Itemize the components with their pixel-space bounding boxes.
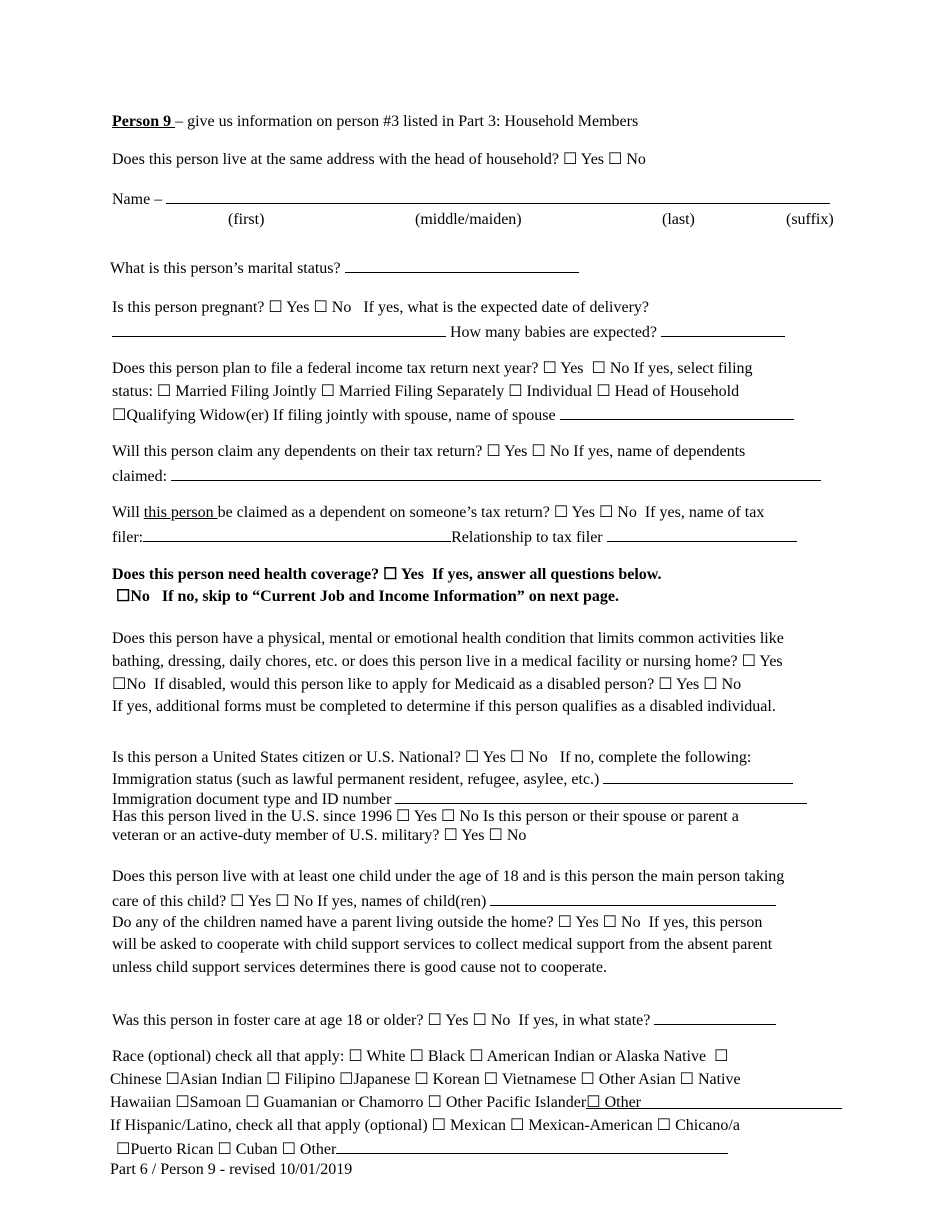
same-address-row <box>112 150 646 170</box>
hispanic-mexican-checkbox[interactable]: ☐ Mexican <box>431 1117 506 1134</box>
dependents-no-checkbox[interactable]: ☐ No <box>531 443 570 460</box>
dependents-followup: If yes, name of dependents <box>573 443 746 460</box>
medicaid-yes-checkbox[interactable]: ☐ Yes <box>658 676 700 693</box>
race-hawaiian-label: Hawaiian <box>110 1094 172 1111</box>
citizen-question: Is this person a United States citizen or U.S. National? <box>112 749 461 766</box>
filing-widow-row <box>112 404 794 426</box>
disability-no-checkbox[interactable]: ☐No <box>112 676 146 693</box>
claimed-dependent-row <box>112 503 764 523</box>
child-parent-note: If yes, this person <box>648 914 763 931</box>
babies-question: How many babies are expected? <box>450 324 658 341</box>
race-asian-indian-checkbox[interactable]: ☐Asian Indian <box>165 1071 263 1088</box>
hispanic-chicano-checkbox[interactable]: ☐ Chicano/a <box>656 1117 740 1134</box>
person-title: Person 9 <box>112 113 176 130</box>
filing-separate-checkbox[interactable]: ☐ Married Filing Separately <box>320 383 505 400</box>
disability-line-1: Does this person have a physical, mental or emotional health condition that limits common activities like <box>112 630 784 647</box>
same-address-question: Does this person live at the same address with the head of household? <box>112 151 559 168</box>
hispanic-row-2 <box>116 1138 728 1160</box>
coverage-yes-checkbox[interactable]: ☐ Yes <box>383 566 424 583</box>
tax-filer-row <box>112 526 797 548</box>
child-names-label: If yes, names of child(ren) <box>317 893 487 910</box>
child-line-1: Does this person live with at least one child under the age of 18 and is this person the main person taking <box>112 868 785 885</box>
race-japanese-checkbox[interactable]: ☐Japanese <box>339 1071 411 1088</box>
veteran-no-checkbox[interactable]: ☐ No <box>488 827 527 844</box>
dependents-claimed-input[interactable] <box>171 465 821 481</box>
foster-row <box>112 1009 776 1031</box>
hispanic-row-1 <box>110 1116 740 1136</box>
hispanic-mexican-american-checkbox[interactable]: ☐ Mexican-American <box>510 1117 653 1134</box>
page-footer: Part 6 / Person 9 - revised 10/01/2019 <box>110 1161 353 1178</box>
child-parent-question: Do any of the children named have a parent living outside the home? <box>112 914 554 931</box>
race-other-checkbox[interactable]: ☐ Other <box>586 1094 642 1111</box>
race-black-checkbox[interactable]: ☐ Black <box>409 1048 466 1065</box>
veteran-question-2: veteran or an active-duty member of U.S. military? <box>112 827 440 844</box>
race-samoan-checkbox[interactable]: ☐Samoan <box>175 1094 242 1111</box>
foster-no-checkbox[interactable]: ☐ No <box>472 1012 511 1029</box>
child-parent-yes-checkbox[interactable]: ☐ Yes <box>557 914 599 931</box>
child-parent-row <box>112 913 762 933</box>
race-native-checkbox[interactable]: ☐ Native <box>679 1071 741 1088</box>
name-row <box>112 188 830 210</box>
foster-question: Was this person in foster care at age 18 or older? <box>112 1012 424 1029</box>
race-label: Race (optional) check all that apply: <box>112 1048 345 1065</box>
tax-file-row <box>112 359 753 379</box>
name-last-caption: (last) <box>662 211 695 228</box>
claimed-no-checkbox[interactable]: ☐ No <box>598 504 637 521</box>
race-filipino-checkbox[interactable]: ☐ Filipino <box>266 1071 336 1088</box>
race-white-checkbox[interactable]: ☐ White <box>348 1048 406 1065</box>
dependents-claimed-label: claimed: <box>112 468 168 485</box>
filing-joint-checkbox[interactable]: ☐ Married Filing Jointly <box>156 383 317 400</box>
veteran-question: Is this person or their spouse or parent a <box>482 808 739 825</box>
race-chinese-label: Chinese <box>110 1071 162 1088</box>
coverage-row <box>112 565 661 585</box>
marital-input[interactable] <box>345 257 579 273</box>
hispanic-other-input[interactable] <box>336 1138 728 1154</box>
pregnant-yes-checkbox[interactable]: ☐ Yes <box>268 299 310 316</box>
hispanic-other-checkbox[interactable]: ☐ Other <box>281 1141 337 1158</box>
since-1996-yes-checkbox[interactable]: ☐ Yes <box>395 808 437 825</box>
citizen-no-checkbox[interactable]: ☐ No <box>509 749 548 766</box>
race-guamanian-checkbox[interactable]: ☐ Guamanian or Chamorro <box>245 1094 424 1111</box>
person-intro: – give us information on person #3 listed in Part 3: Household Members <box>175 113 639 130</box>
race-row-1 <box>112 1047 728 1067</box>
citizen-yes-checkbox[interactable]: ☐ Yes <box>464 749 506 766</box>
coverage-no-note: If no, skip to “Current Job and Income Information” on next page. <box>161 588 619 605</box>
document-input[interactable] <box>395 788 807 804</box>
disability-yes-checkbox[interactable]: ☐ Yes <box>741 653 783 670</box>
race-other-input[interactable] <box>586 1093 842 1109</box>
claimed-yes-checkbox[interactable]: ☐ Yes <box>553 504 595 521</box>
race-pacific-checkbox[interactable]: ☐ Other Pacific Islander <box>427 1094 587 1111</box>
disability-line-2: bathing, dressing, daily chores, etc. or does this person live in a medical facility or nursing home? <box>112 653 738 670</box>
claimed-q-start: Will <box>112 504 144 521</box>
name-label: Name – <box>112 191 163 208</box>
pregnant-row <box>112 298 649 318</box>
race-row-2 <box>110 1070 741 1090</box>
delivery-date-input[interactable] <box>112 321 446 337</box>
tax-file-question: Does this person plan to file a federal income tax return next year? <box>112 360 539 377</box>
claimed-q-end: be claimed as a dependent on someone’s tax return? <box>217 504 550 521</box>
marital-row <box>110 257 579 279</box>
coverage-question: Does this person need health coverage? <box>112 566 380 583</box>
race-korean-checkbox[interactable]: ☐ Korean <box>414 1071 480 1088</box>
claimed-q-underlined: this person <box>143 504 218 521</box>
dependents-question: Will this person claim any dependents on their tax return? <box>112 443 483 460</box>
same-address-yes-checkbox[interactable]: ☐ Yes <box>563 151 605 168</box>
veteran-row <box>112 826 526 846</box>
veteran-yes-checkbox[interactable]: ☐ Yes <box>443 827 485 844</box>
coverage-yes-note: If yes, answer all questions below. <box>431 566 662 583</box>
disability-followup: If disabled, would this person like to apply for Medicaid as a disabled person? <box>153 676 655 693</box>
child-line-4: will be asked to cooperate with child support services to collect medical support from the absent parent <box>112 936 773 953</box>
hispanic-label: If Hispanic/Latino, check all that apply (optional) <box>110 1117 428 1134</box>
foster-state-input[interactable] <box>654 1009 776 1025</box>
hispanic-puerto-rican-checkbox[interactable]: ☐Puerto Rican <box>116 1141 214 1158</box>
name-input[interactable] <box>166 188 830 204</box>
hispanic-cuban-checkbox[interactable]: ☐ Cuban <box>217 1141 278 1158</box>
document-label: Immigration document type and ID number <box>112 791 392 808</box>
child-parent-no-checkbox[interactable]: ☐ No <box>602 914 641 931</box>
filing-status-row <box>112 382 739 402</box>
relationship-input[interactable] <box>607 526 797 542</box>
pregnant-followup: If yes, what is the expected date of delivery? <box>363 299 649 316</box>
citizen-row <box>112 748 751 768</box>
spouse-name-label: If filing jointly with spouse, name of spouse <box>272 407 556 424</box>
since-1996-row <box>112 807 739 827</box>
filing-widow-checkbox[interactable]: ☐Qualifying Widow(er) <box>112 407 269 424</box>
tax-filer-input[interactable] <box>143 526 451 542</box>
name-suffix-caption: (suffix) <box>786 211 834 228</box>
name-first-caption: (first) <box>228 211 265 228</box>
medicaid-no-checkbox[interactable]: ☐ No <box>703 676 742 693</box>
tax-file-no-checkbox[interactable]: ☐ No <box>591 360 630 377</box>
since-1996-label: Has this person lived in the U.S. since 1996 <box>112 808 392 825</box>
citizen-followup: If no, complete the following: <box>559 749 752 766</box>
foster-yes-checkbox[interactable]: ☐ Yes <box>427 1012 469 1029</box>
child-line-2: care of this child? <box>112 893 227 910</box>
claimed-followup: If yes, name of tax <box>644 504 765 521</box>
dependents-yes-checkbox[interactable]: ☐ Yes <box>486 443 528 460</box>
babies-input[interactable] <box>661 321 785 337</box>
tax-filer-label: filer: <box>112 529 144 546</box>
immigration-status-label: Immigration status (such as lawful permanent resident, refugee, asylee, etc.) <box>112 771 600 788</box>
immigration-status-input[interactable] <box>603 768 793 784</box>
same-address-no-checkbox[interactable]: ☐ No <box>608 151 646 168</box>
disability-line-2-row <box>112 652 783 672</box>
tax-file-select: If yes, select filing <box>633 360 753 377</box>
child-yes-checkbox[interactable]: ☐ Yes <box>230 893 272 910</box>
disability-line-3-row <box>112 675 741 695</box>
coverage-no-row <box>116 587 619 607</box>
pregnant-no-checkbox[interactable]: ☐ No <box>313 299 352 316</box>
child-line-2-row <box>112 890 776 912</box>
child-no-checkbox[interactable]: ☐ No <box>275 893 314 910</box>
foster-followup: If yes, in what state? <box>518 1012 651 1029</box>
dependents-row <box>112 442 745 462</box>
dependents-claimed-row <box>112 465 821 487</box>
race-chinese-checkbox[interactable]: ☐ <box>714 1048 729 1065</box>
immigration-status-row <box>112 768 793 790</box>
delivery-row <box>112 321 785 343</box>
race-other-asian-checkbox[interactable]: ☐ Other Asian <box>580 1071 676 1088</box>
coverage-no-checkbox[interactable]: ☐No <box>116 588 150 605</box>
race-american-indian-checkbox[interactable]: ☐ American Indian or Alaska Native <box>469 1048 707 1065</box>
filing-status-label: status: <box>112 383 153 400</box>
since-1996-no-checkbox[interactable]: ☐ No <box>441 808 479 825</box>
filing-hoh-checkbox[interactable]: ☐ Head of Household <box>596 383 740 400</box>
pregnant-question: Is this person pregnant? <box>112 299 265 316</box>
race-row-3 <box>110 1093 842 1113</box>
marital-question: What is this person’s marital status? <box>110 260 341 277</box>
disability-note: If yes, additional forms must be completed to determine if this person qualifies as a disabled individual. <box>112 698 776 715</box>
child-names-input[interactable] <box>490 890 776 906</box>
tax-file-yes-checkbox[interactable]: ☐ Yes <box>542 360 584 377</box>
child-line-5: unless child support services determines there is good cause not to cooperate. <box>112 959 607 976</box>
race-vietnamese-checkbox[interactable]: ☐ Vietnamese <box>483 1071 577 1088</box>
section-header <box>112 112 638 132</box>
relationship-label: Relationship to tax filer <box>451 529 603 546</box>
spouse-name-input[interactable] <box>560 404 794 420</box>
name-middle-caption: (middle/maiden) <box>415 211 522 228</box>
filing-individual-checkbox[interactable]: ☐ Individual <box>508 383 593 400</box>
